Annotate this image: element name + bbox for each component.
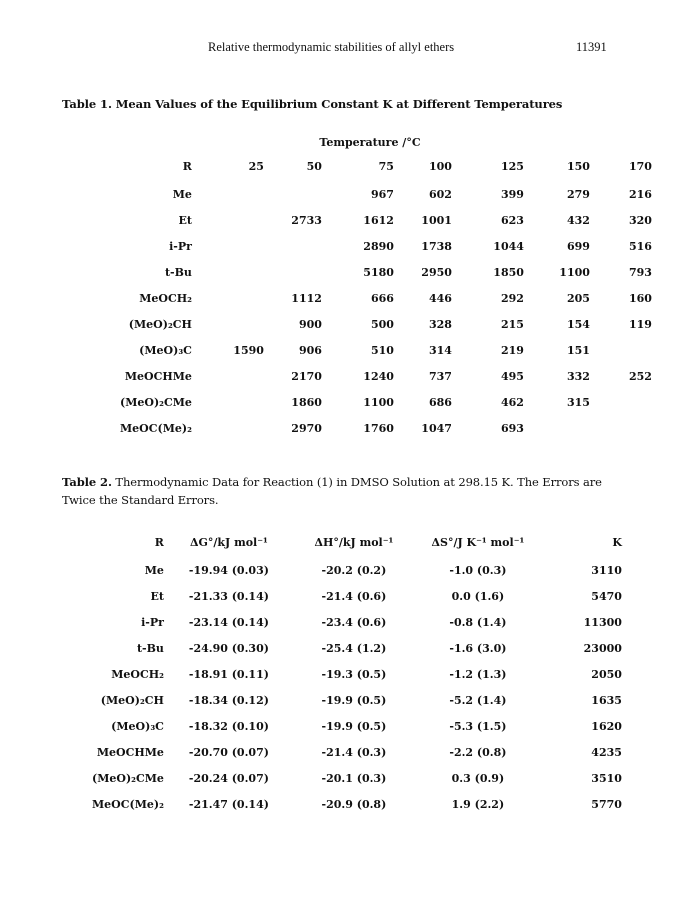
- table-row: [120, 363, 652, 389]
- row-label: MeOCHMe: [96, 745, 164, 759]
- row-label: Me: [172, 187, 192, 201]
- table1: [120, 151, 652, 441]
- table-cell: 1044: [493, 239, 524, 253]
- row-label: (MeO)₂CMe: [92, 771, 164, 785]
- table1-row-header: R: [182, 159, 192, 173]
- table2-caption-text: Thermodynamic Data for Reaction (1) in DMSO Solution at 298.15 K. The Errors are Twice the Standard Errors.: [62, 475, 602, 507]
- table-cell: -19.9 (0.5): [321, 693, 387, 707]
- table1-caption: [62, 97, 562, 111]
- row-label: (MeO)₃C: [139, 343, 192, 357]
- row-label: MeOC(Me)₂: [120, 421, 192, 435]
- table-row: [92, 765, 622, 791]
- row-label: (MeO)₂CMe: [120, 395, 192, 409]
- table-cell: 516: [628, 239, 652, 253]
- table-cell: 215: [500, 317, 524, 331]
- table1-column-header: 100: [428, 159, 452, 173]
- table1-column-header: 125: [500, 159, 524, 173]
- table-cell: 432: [566, 213, 590, 227]
- table-cell: 1860: [291, 395, 322, 409]
- table1-label: Table 1.: [62, 97, 112, 111]
- table-cell: -19.94 (0.03): [188, 563, 269, 577]
- table-cell: -19.3 (0.5): [321, 667, 387, 681]
- table-cell: 151: [566, 343, 590, 357]
- table1-column-header: 150: [566, 159, 590, 173]
- table-cell: -1.2 (1.3): [449, 667, 507, 681]
- table-cell: 2050: [591, 667, 622, 681]
- row-label: Me: [144, 563, 164, 577]
- table-row: [92, 713, 622, 739]
- table1-column-header: 75: [378, 159, 394, 173]
- table-row: [120, 259, 652, 285]
- table-cell: 252: [628, 369, 652, 383]
- table-cell: 2733: [291, 213, 322, 227]
- table-cell: 686: [428, 395, 452, 409]
- page-number: 11391: [576, 40, 607, 54]
- table-cell: -25.4 (1.2): [321, 641, 387, 655]
- table-cell: -21.4 (0.6): [321, 589, 387, 603]
- table-cell: -21.47 (0.14): [188, 797, 269, 811]
- row-label: (MeO)₃C: [111, 719, 164, 733]
- table-cell: 5770: [591, 797, 622, 811]
- table-cell: 23000: [583, 641, 622, 655]
- table-row: [92, 739, 622, 765]
- table-cell: [524, 415, 590, 441]
- table-cell: 3110: [591, 563, 622, 577]
- row-label: Et: [150, 589, 164, 603]
- table-cell: 11300: [583, 615, 622, 629]
- table-row: [120, 207, 652, 233]
- table1-column-header: 170: [628, 159, 652, 173]
- table-cell: -20.9 (0.8): [321, 797, 387, 811]
- table-cell: -1.0 (0.3): [449, 563, 507, 577]
- table-row: [92, 791, 622, 817]
- table-cell: 205: [566, 291, 590, 305]
- table-cell: [192, 207, 264, 233]
- table-cell: [192, 311, 264, 337]
- table-cell: -21.33 (0.14): [188, 589, 269, 603]
- table-cell: 0.3 (0.9): [451, 771, 505, 785]
- table-cell: 328: [428, 317, 452, 331]
- table-cell: -24.90 (0.30): [188, 641, 269, 655]
- table-cell: 2970: [291, 421, 322, 435]
- table-row: [120, 311, 652, 337]
- table-cell: 315: [566, 395, 590, 409]
- running-header: [0, 40, 676, 60]
- table-cell: 5470: [591, 589, 622, 603]
- table-cell: 2170: [291, 369, 322, 383]
- table-row: [92, 661, 622, 687]
- table-cell: -20.1 (0.3): [321, 771, 387, 785]
- table-cell: 279: [566, 187, 590, 201]
- table-row: [92, 687, 622, 713]
- table-cell: [590, 389, 652, 415]
- table-cell: 1001: [421, 213, 452, 227]
- table-cell: -20.2 (0.2): [321, 563, 387, 577]
- table-cell: [590, 337, 652, 363]
- table-cell: 1240: [363, 369, 394, 383]
- table-cell: [192, 259, 264, 285]
- table-row: [92, 583, 622, 609]
- table-cell: [264, 181, 322, 207]
- table-cell: 900: [298, 317, 322, 331]
- table-cell: 399: [500, 187, 524, 201]
- table-cell: -23.14 (0.14): [188, 615, 269, 629]
- table-cell: 699: [566, 239, 590, 253]
- row-label: (MeO)₂CH: [128, 317, 192, 331]
- table-cell: 1738: [421, 239, 452, 253]
- table-cell: 1590: [233, 343, 264, 357]
- table-cell: 160: [628, 291, 652, 305]
- row-label: MeOCHMe: [124, 369, 192, 383]
- table-cell: 216: [628, 187, 652, 201]
- table-cell: 320: [628, 213, 652, 227]
- table-cell: [590, 415, 652, 441]
- table-cell: 967: [370, 187, 394, 201]
- table-cell: 906: [298, 343, 322, 357]
- table2-header-row: [92, 527, 622, 557]
- table-cell: 446: [428, 291, 452, 305]
- table-cell: 495: [500, 369, 524, 383]
- table1-column-header: 50: [306, 159, 322, 173]
- table-cell: 1112: [291, 291, 322, 305]
- table1-column-header: 25: [248, 159, 264, 173]
- table-cell: [192, 233, 264, 259]
- table-cell: -20.70 (0.07): [188, 745, 269, 759]
- row-label: i-Pr: [141, 615, 164, 629]
- table-cell: -0.8 (1.4): [449, 615, 507, 629]
- table-cell: -5.2 (1.4): [449, 693, 507, 707]
- table-cell: 119: [628, 317, 652, 331]
- table-cell: -21.4 (0.3): [321, 745, 387, 759]
- table-cell: [192, 181, 264, 207]
- row-label: Et: [178, 213, 192, 227]
- table-cell: 1100: [363, 395, 394, 409]
- table-cell: -23.4 (0.6): [321, 615, 387, 629]
- table-cell: 314: [428, 343, 452, 357]
- table-cell: 623: [500, 213, 524, 227]
- table-cell: -2.2 (0.8): [449, 745, 507, 759]
- table-cell: [264, 259, 322, 285]
- table-cell: 462: [500, 395, 524, 409]
- table2: [92, 527, 622, 817]
- table-cell: -1.6 (3.0): [449, 641, 507, 655]
- table1-caption-text: Mean Values of the Equilibrium Constant K at Different Temperatures: [115, 97, 563, 111]
- table-cell: -18.91 (0.11): [188, 667, 269, 681]
- table2-column-header: ΔS°/J K⁻¹ mol⁻¹: [431, 535, 525, 549]
- table-cell: [192, 285, 264, 311]
- row-label: t-Bu: [164, 265, 192, 279]
- table2-column-header: K: [612, 535, 622, 549]
- table-cell: -18.34 (0.12): [188, 693, 269, 707]
- row-label: t-Bu: [136, 641, 164, 655]
- table-cell: [192, 363, 264, 389]
- table-row: [120, 337, 652, 363]
- table-cell: -5.3 (1.5): [449, 719, 507, 733]
- table-row: [120, 415, 652, 441]
- table-cell: 0.0 (1.6): [451, 589, 505, 603]
- table-row: [120, 181, 652, 207]
- table2-label: Table 2.: [62, 475, 112, 489]
- table-cell: 2890: [363, 239, 394, 253]
- table-cell: [264, 233, 322, 259]
- table-row: [92, 635, 622, 661]
- table1-header-row: [120, 151, 652, 181]
- table-cell: 219: [500, 343, 524, 357]
- table-cell: 3510: [591, 771, 622, 785]
- table-cell: -19.9 (0.5): [321, 719, 387, 733]
- table-cell: 500: [370, 317, 394, 331]
- running-title: Relative thermodynamic stabilities of allyl ethers: [208, 40, 455, 54]
- row-label: MeOC(Me)₂: [92, 797, 164, 811]
- row-label: (MeO)₂CH: [100, 693, 164, 707]
- table-row: [92, 557, 622, 583]
- table-cell: [192, 389, 264, 415]
- table-cell: 1760: [363, 421, 394, 435]
- table1-group-header: Temperature /°C: [319, 136, 421, 149]
- table-cell: 693: [500, 421, 524, 435]
- table-cell: 154: [566, 317, 590, 331]
- table-cell: 1100: [559, 265, 590, 279]
- table-cell: 1.9 (2.2): [451, 797, 505, 811]
- table-cell: 793: [628, 265, 652, 279]
- row-label: i-Pr: [169, 239, 192, 253]
- table-cell: 666: [370, 291, 394, 305]
- table-cell: 5180: [363, 265, 394, 279]
- table-cell: 602: [428, 187, 452, 201]
- table-cell: 292: [500, 291, 524, 305]
- table-cell: 4235: [591, 745, 622, 759]
- table-cell: 737: [428, 369, 452, 383]
- table-cell: 1850: [493, 265, 524, 279]
- row-label: MeOCH₂: [139, 291, 192, 305]
- table2-column-header: ΔH°/kJ mol⁻¹: [314, 535, 394, 549]
- table2-column-header: R: [154, 535, 164, 549]
- table-row: [92, 609, 622, 635]
- table-cell: 332: [566, 369, 590, 383]
- table-cell: 2950: [421, 265, 452, 279]
- table-cell: 1047: [421, 421, 452, 435]
- table-cell: 1620: [591, 719, 622, 733]
- table2-caption: [62, 473, 622, 509]
- table-row: [120, 233, 652, 259]
- table2-column-header: ΔG°/kJ mol⁻¹: [189, 535, 268, 549]
- table-cell: 1612: [363, 213, 394, 227]
- table-cell: 510: [370, 343, 394, 357]
- table-cell: 1635: [591, 693, 622, 707]
- table-row: [120, 389, 652, 415]
- table-cell: -20.24 (0.07): [188, 771, 269, 785]
- table-row: [120, 285, 652, 311]
- table-cell: [192, 415, 264, 441]
- table-cell: -18.32 (0.10): [188, 719, 269, 733]
- row-label: MeOCH₂: [111, 667, 164, 681]
